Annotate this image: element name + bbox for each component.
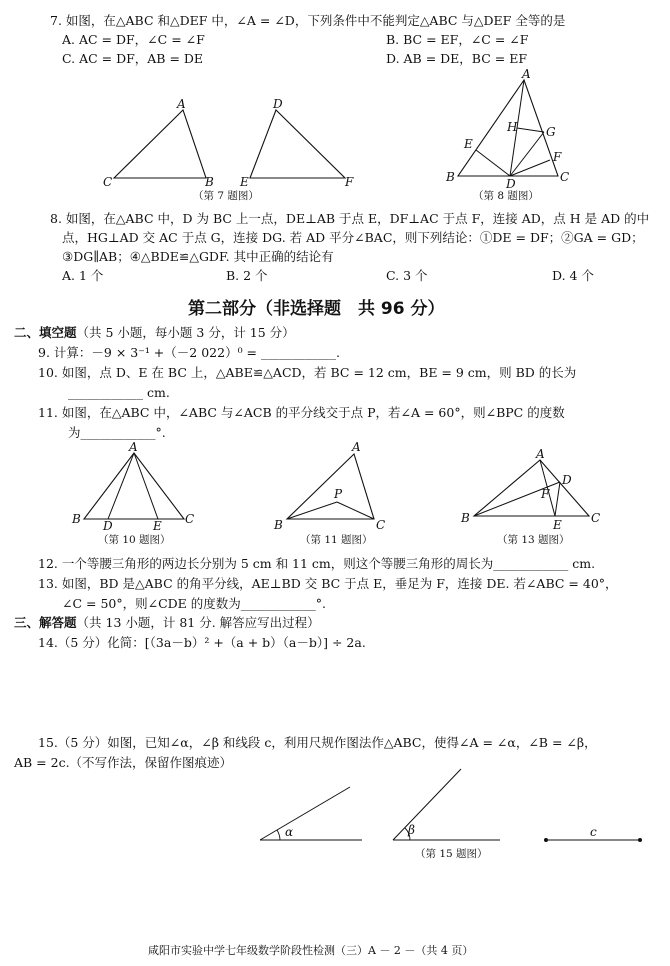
part-2-title: 第二部分（非选择题 共 96 分） (188, 299, 445, 319)
figure-8-caption: （第 8 题图） (473, 190, 539, 202)
label-a-11: A (352, 440, 361, 454)
section-2-note: （共 5 小题，每小题 3 分，计 15 分） (76, 325, 295, 340)
label-e-8: E (464, 137, 473, 151)
label-a-10: A (129, 440, 138, 454)
label-b-10: B (72, 512, 81, 526)
label-p: P (334, 487, 343, 501)
alpha-arc (277, 830, 280, 840)
label-c-13: C (591, 511, 601, 525)
label-d-13: D (562, 473, 572, 487)
q13-line-2: ∠C = 50°，则∠CDE 的度数为____________°. (62, 596, 326, 611)
label-e: E (240, 175, 249, 189)
q8-option-c: C. 3 个 (386, 268, 428, 283)
q7-option-a: A. AC = DF，∠C = ∠F (62, 32, 205, 47)
beta-side-ray (393, 769, 461, 840)
label-h: H (507, 120, 518, 134)
q7-option-b: B. BC = EF，∠C = ∠F (386, 32, 529, 47)
label-b-8: B (446, 170, 455, 184)
label-e-13: E (553, 518, 562, 532)
label-f-8: F (553, 150, 562, 164)
label-g: G (546, 125, 556, 139)
label-c-11: C (376, 518, 386, 532)
label-b-13: B (461, 511, 470, 525)
q10-line-1: 10. 如图，点 D、E 在 BC 上，△ABE≌△ACD，若 BC = 12 cm，BE = 9 cm，则 BD 的长为 (38, 365, 577, 380)
label-d-8: D (506, 177, 516, 191)
section-2-heading: 二、填空题 (14, 325, 77, 340)
q15-line-1: 15.（5 分）如图，已知∠α，∠β 和线段 c，利用尺规作图法作△ABC，使得∠A = ∠α，∠B = ∠β， (38, 735, 597, 750)
label-f: F (345, 175, 354, 189)
figure-7-caption: （第 7 题图） (193, 190, 259, 202)
q13-line-1: 13. 如图，BD 是△ABC 的角平分线，AE⊥BD 交 BC 于点 E，垂足为 F，连接 DE. 若∠ABC = 40°， (38, 576, 618, 591)
q8-line-1: 8. 如图，在△ABC 中，D 为 BC 上一点，DE⊥AB 于点 E，DF⊥AC 于点 F，连接 AD，点 H 是 AD 的中 (50, 211, 650, 226)
q8-option-a: A. 1 个 (62, 268, 104, 283)
q11-line-2: 为____________°. (68, 425, 166, 440)
section-3-note: （共 13 小题，计 81 分. 解答应写出过程） (76, 615, 320, 630)
section-3-heading: 三、解答题 (14, 615, 77, 630)
alpha-side-ray (260, 787, 350, 840)
label-c-8: C (560, 170, 570, 184)
q15-line-2: AB = 2c.（不写作法，保留作图痕迹） (14, 755, 233, 770)
label-e-10: E (153, 519, 162, 533)
figure-11-caption: （第 11 题图） (300, 534, 373, 546)
label-d-10: D (103, 519, 113, 533)
label-beta: β (408, 823, 415, 837)
label-c: C (103, 175, 113, 189)
q7-stem: 7. 如图，在△ABC 和△DEF 中，∠A = ∠D，下列条件中不能判定△ABC 与△DEF 全等的是 (50, 13, 566, 28)
figure-13-caption: （第 13 题图） (497, 534, 570, 546)
q7-option-d: D. AB = DE，BC = EF (386, 51, 528, 66)
label-f-13: F (541, 487, 550, 501)
q8-line-2: 点，HG⊥AD 交 AC 于点 G，连接 DG. 若 AD 平分∠BAC，则下列结论：①DE = DF；②GA = GD； (62, 230, 644, 245)
segment-c-start-dot (544, 838, 548, 842)
q7-option-c: C. AC = DF，AB = DE (62, 51, 204, 66)
q8-option-d: D. 4 个 (552, 268, 594, 283)
figure-15-caption: （第 15 题图） (415, 848, 488, 860)
q8-line-3: ③DG∥AB；④△BDE≌△GDF. 其中正确的结论有 (62, 249, 334, 264)
q14-text: 14.（5 分）化简：[（3a－b）² +（a + b）（a－b）] ÷ 2a. (38, 635, 366, 650)
label-b-11: B (274, 518, 283, 532)
q8-option-b: B. 2 个 (226, 268, 268, 283)
q11-line-1: 11. 如图，在△ABC 中，∠ABC 与∠ACB 的平分线交于点 P，若∠A = 60°，则∠BPC 的度数 (38, 405, 565, 420)
segment-c-end-dot (638, 838, 642, 842)
label-d: D (273, 97, 283, 111)
q9-text: 9. 计算：－9 × 3⁻¹ +（－2 022）⁰ = ____________. (38, 345, 340, 360)
label-alpha: α (285, 825, 294, 839)
q12-text: 12. 一个等腰三角形的两边长分别为 5 cm 和 11 cm，则这个等腰三角形的周长为____________ cm. (38, 556, 596, 571)
figure-10-caption: （第 10 题图） (98, 534, 171, 546)
label-a: A (177, 97, 186, 111)
q10-line-2: ____________ cm. (68, 385, 170, 400)
label-c-10: C (185, 512, 195, 526)
label-b: B (205, 175, 214, 189)
page-footer: 咸阳市实验中学七年级数学阶段性检测（三）A － 2 －（共 4 页） (148, 944, 474, 957)
label-a-13: A (536, 447, 545, 461)
label-a-8: A (522, 67, 531, 81)
label-c-segment: c (590, 825, 597, 839)
